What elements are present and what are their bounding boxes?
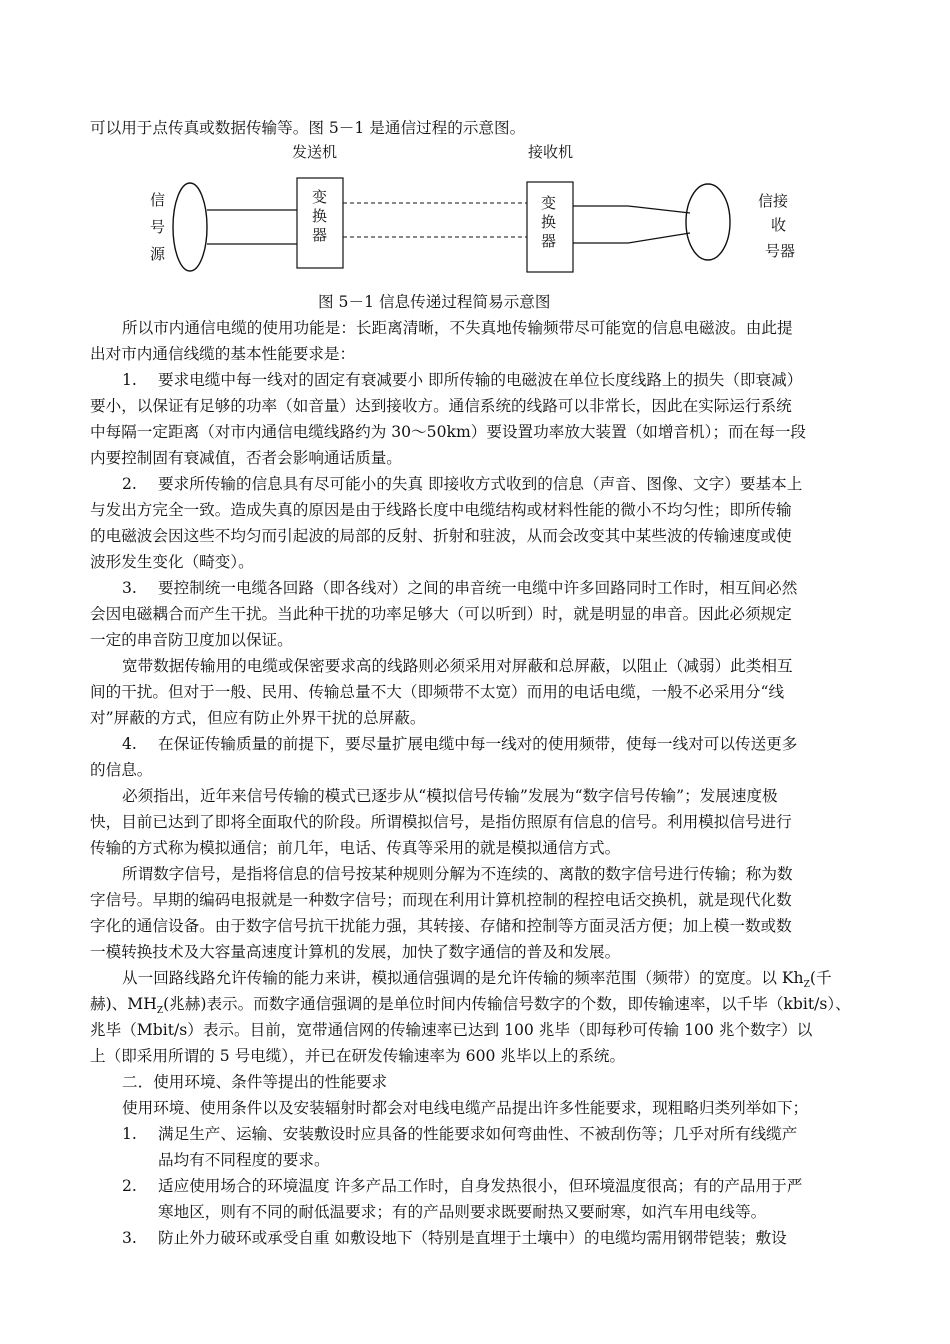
list-text: 满足生产、运输、安装敷设时应具备的性能要求如何弯曲性、不被刮伤等；几乎对所有线缆产: [158, 1125, 798, 1143]
text-run: (兆赫)表示。而数字通信强调的是单位时间内传输信号数字的个数，即传输速率，以千毕（kbit/s）、: [163, 995, 851, 1013]
paragraph-line: 一模转换技术及大容量高速度计算机的发展，加快了数字通信的普及和发展。: [90, 943, 621, 961]
sender-converter-char-3: 器: [312, 226, 328, 244]
section-heading: 二．使用环境、条件等提出的性能要求: [122, 1073, 388, 1091]
paragraph-line: 所以市内通信电缆的使用功能是：长距离清晰，不失真地传输频带尽可能宽的信息电磁波。由此提: [122, 319, 793, 337]
receiver-wire-top: [573, 206, 690, 213]
paragraph-line: 寒地区，则有不同的耐低温要求；有的产品则要求既要耐热又要耐寒，如汽车用电线等。: [158, 1203, 767, 1221]
list-text: 要求电缆中每一线对的固定有衰减要小 即所传输的电磁波在单位长度线路上的损失（即衰减）: [158, 371, 803, 389]
list-number: 1.: [122, 371, 137, 389]
text-run: 从一回路线路允许传输的能力来讲，模拟通信强调的是允许传输的频率范围（频带）的宽度。以 Kh: [122, 969, 804, 987]
paragraph-line: 快，目前已达到了即将全面取代的阶段。所谓模拟信号，是指仿照原有信息的信号。利用模拟信号进行: [90, 813, 792, 831]
list-item-4-first-line: [122, 731, 882, 757]
list-item-2-first-line: [122, 471, 882, 497]
receiver-label: 接收机: [528, 143, 574, 161]
paragraph-line: 传输的方式称为模拟通信；前几年，电话、传真等采用的就是模拟通信方式。: [90, 839, 621, 857]
sender-converter-char-1: 变: [312, 188, 328, 206]
paragraph-line: 兆毕（Mbit/s）表示。目前，宽带通信网的传输速率已达到 100 兆毕（即每秒可传输 100 兆个数字）以: [90, 1021, 813, 1039]
paragraph-line: 的信息。: [90, 761, 153, 779]
list-number: 3.: [122, 1229, 137, 1247]
sender-label: 发送机: [292, 143, 338, 161]
paragraph-line: 一定的串音防卫度加以保证。: [90, 631, 293, 649]
paragraph-line: 间的干扰。但对于一般、民用、传输总量不大（即频带不太宽）而用的电话电缆，一般不必采用分“线: [90, 683, 785, 701]
paragraph-line: 要小，以保证有足够的功率（如音量）达到接收方。通信系统的线路可以非常长，因此在实际运行系统: [90, 397, 792, 415]
list-text: 要控制统一电缆各回路（即各线对）之间的串音统一电缆中许多回路同时工作时，相互间必然: [158, 579, 798, 597]
subscript: Z: [803, 980, 810, 991]
text-run: (千: [809, 969, 832, 987]
list-text: 要求所传输的信息具有尽可能小的失真 即接收方式收到的信息（声音、图像、文字）要基本上: [158, 475, 803, 493]
paragraph-line: 的电磁波会因这些不均匀而引起波的局部的反射、折射和驻波，从而会改变其中某些波的传输速度或使: [90, 527, 792, 545]
list-text: 防止外力破环或承受自重 如敷设地下（特别是直埋于土壤中）的电缆均需用钢带铠装；敷设: [158, 1229, 787, 1247]
subscript: Z: [156, 1006, 164, 1017]
list-text: 适应使用场合的环境温度 许多产品工作时，自身发热很小，但环境温度很高；有的产品用于严: [158, 1177, 803, 1195]
sender-converter-char-2: 换: [312, 207, 328, 225]
env-item-1-first-line: [122, 1121, 882, 1147]
paragraph-line: 对”屏蔽的方式，但应有防止外界干扰的总屏蔽。: [90, 709, 426, 727]
paragraph-line: 内要控制固有衰减值，否者会影响通话质量。: [90, 449, 402, 467]
env-item-2-first-line: [122, 1173, 882, 1199]
paragraph-line: 字信号。早期的编码电报就是一种数字信号；而现在利用计算机控制的程控电话交换机，就是现代化数: [90, 891, 792, 909]
communication-process-diagram: [0, 140, 950, 290]
list-number: 1.: [122, 1125, 137, 1143]
paragraph-line: 品均有不同程度的要求。: [158, 1151, 330, 1169]
figure-caption: 图 5－1 信息传递过程简易示意图: [318, 293, 551, 311]
list-number: 2.: [122, 1177, 137, 1195]
receiver-wire-bottom: [573, 233, 690, 243]
list-number: 2.: [122, 475, 137, 493]
paragraph-line: 所谓数字信号，是指将信息的信号按某种规则分解为不连续的、离散的数字信号进行传输；称为数: [122, 865, 793, 883]
paragraph-line: 出对市内通信线缆的基本性能要求是：: [90, 345, 356, 363]
list-number: 4.: [122, 735, 137, 753]
list-item-3-first-line: [122, 575, 882, 601]
signal-receiver-ellipse: [686, 184, 730, 260]
source-char-1: 信: [150, 191, 166, 209]
receiver-end-line-2: 收: [771, 216, 787, 234]
paragraph-line: 必须指出，近年来信号传输的模式已逐步从“模拟信号传输”发展为“数字信号传输”；发展速度极: [122, 787, 778, 805]
source-char-2: 号: [150, 218, 166, 236]
receiver-converter-char-3: 器: [541, 232, 557, 250]
paragraph-line: 与发出方完全一致。造成失真的原因是由于线路长度中电缆结构或材料性能的微小不均匀性；即所传输: [90, 501, 792, 519]
signal-source-ellipse: [173, 183, 207, 271]
env-item-3-first-line: [122, 1225, 882, 1251]
paragraph-line: 会因电磁耦合而产生干扰。当此种干扰的功率足够大（可以听到）时，就是明显的串音。因此必须规定: [90, 605, 792, 623]
list-text: 在保证传输质量的前提下，要尽量扩展电缆中每一线对的使用频带，使每一线对可以传送更多: [158, 735, 798, 753]
receiver-end-line-1: 信接: [758, 192, 789, 210]
receiver-end-line-3: 号器: [765, 242, 796, 260]
paragraph-line: 字化的通信设备。由于数字信号抗干扰能力强，其转接、存储和控制等方面灵活方便；加上模一数或数: [90, 917, 792, 935]
paragraph-line: 使用环境、使用条件以及安装辐射时都会对电线电缆产品提出许多性能要求，现粗略归类列举如下；: [122, 1099, 809, 1117]
paragraph-line: 中每隔一定距离（对市内通信电缆线路约为 30～50km）要设置功率放大装置（如增音机）；而在每一段: [90, 423, 807, 441]
list-number: 3.: [122, 579, 137, 597]
text-run: 赫)、MH: [90, 995, 157, 1013]
intro-line: 可以用于点传真或数据传输等。图 5－1 是通信过程的示意图。: [90, 119, 526, 137]
paragraph-line: 波形发生变化（畸变）。: [90, 553, 254, 571]
paragraph-line: 宽带数据传输用的电缆或保密要求高的线路则必须采用对屏蔽和总屏蔽，以阻止（减弱）此类相互: [122, 657, 793, 675]
receiver-converter-char-1: 变: [541, 194, 557, 212]
receiver-converter-char-2: 换: [541, 213, 557, 231]
list-item-1-first-line: [122, 367, 882, 393]
source-char-3: 源: [150, 245, 166, 263]
paragraph-line: 上（即采用所谓的 5 号电缆），并已在研发传输速率为 600 兆毕以上的系统。: [90, 1047, 626, 1065]
